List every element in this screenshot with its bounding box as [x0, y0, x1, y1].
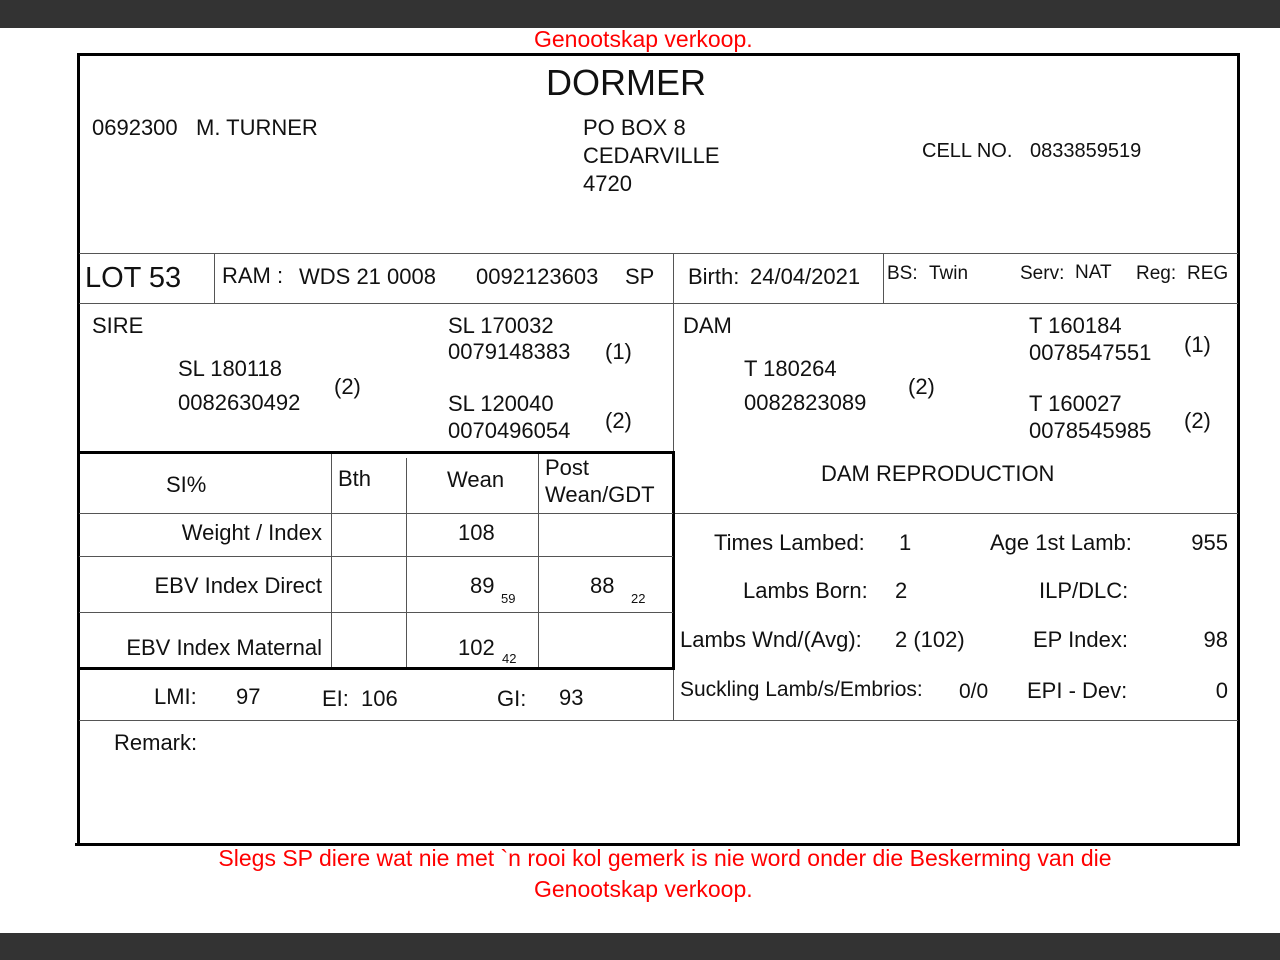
cell-label: CELL NO. [922, 140, 1013, 162]
serv-label: Serv: [1020, 263, 1065, 284]
divider-lot-bottom [79, 303, 1238, 304]
si-row-wean-accuracy: 42 [502, 651, 517, 666]
divider-lot-1 [214, 253, 215, 303]
ei-label: EI: [322, 686, 349, 711]
ram-class: SP [625, 264, 655, 289]
divider-remark-top [79, 720, 1238, 721]
ei-value: 106 [361, 686, 398, 711]
cell-number: 0833859519 [1030, 140, 1142, 162]
suckling-label: Suckling Lamb/s/Embrios: [680, 678, 923, 701]
si-row-line-1 [79, 513, 673, 514]
sire-id: SL 180118 [178, 356, 282, 381]
si-table-right [672, 451, 675, 670]
dam-grade: (2) [908, 374, 935, 399]
ep-index-label: EP Index: [1033, 627, 1128, 652]
sire-dam-grade: (2) [605, 408, 632, 433]
si-col-line-1 [331, 454, 332, 667]
sire-dam-registration: 0070496054 [448, 418, 571, 443]
si-col-post-line2: Wean/GDT [545, 482, 655, 507]
dam-sire-registration: 0078547551 [1029, 340, 1152, 365]
dam-dam-id: T 160027 [1029, 391, 1122, 416]
bottom-chrome-bar [0, 933, 1280, 960]
breeder-id: 0692300 [92, 115, 178, 140]
sire-sire-grade: (1) [605, 339, 632, 364]
si-col-line-3 [538, 454, 539, 667]
times-lambed-label: Times Lambed: [714, 530, 865, 555]
remark-label: Remark: [114, 730, 198, 755]
divider-lot-3 [883, 253, 884, 303]
reg-value: REG [1187, 263, 1229, 284]
ep-index-value: 98 [1203, 627, 1228, 652]
dam-repro-header-line [675, 513, 1238, 514]
dam-sire-grade: (1) [1184, 332, 1211, 357]
si-row-line-2 [79, 556, 673, 557]
lot-number: LOT 53 [85, 262, 182, 294]
top-notice: Genootskap verkoop. [534, 26, 753, 52]
birth-label: Birth: [688, 264, 740, 289]
reg-label: Reg: [1136, 263, 1177, 284]
lambs-weaned-label: Lambs Wnd/(Avg): [680, 627, 862, 652]
card-border-left [77, 53, 80, 846]
dam-dam-grade: (2) [1184, 408, 1211, 433]
epi-dev-value: 0 [1215, 678, 1228, 703]
ilp-dlc-label: ILP/DLC: [1039, 578, 1129, 603]
si-col-line-2 [406, 458, 407, 667]
si-row-post: 88 [590, 573, 615, 598]
ram-registration: 0092123603 [476, 264, 599, 289]
age-first-lamb-value: 955 [1191, 530, 1228, 555]
si-header: SI% [166, 472, 207, 497]
lambs-weaned-value: 2 (102) [895, 627, 965, 652]
card-border-top [77, 53, 1240, 56]
suckling-value: 0/0 [959, 680, 989, 703]
dam-registration: 0082823089 [744, 390, 867, 415]
sire-sire-id: SL 170032 [448, 313, 554, 338]
dam-label: DAM [683, 313, 732, 338]
breeder-postcode: 4720 [583, 171, 632, 196]
si-row-post-accuracy: 22 [631, 591, 646, 606]
top-chrome-bar [0, 0, 1280, 28]
si-row-line-3 [79, 612, 673, 613]
lambs-born-label: Lambs Born: [743, 578, 868, 603]
bs-label: BS: [887, 263, 918, 284]
sire-registration: 0082630492 [178, 390, 301, 415]
gi-value: 93 [559, 685, 584, 710]
sire-label: SIRE [92, 313, 144, 338]
si-table-top [79, 451, 675, 454]
bs-value: Twin [929, 263, 969, 284]
age-first-lamb-label: Age 1st Lamb: [990, 530, 1132, 555]
epi-dev-label: EPI - Dev: [1027, 678, 1128, 703]
breeder-address-line2: CEDARVILLE [583, 143, 720, 168]
serv-value: NAT [1075, 262, 1112, 283]
breeder-name: M. TURNER [196, 115, 318, 140]
si-row-wean: 108 [458, 520, 495, 545]
sire-sire-registration: 0079148383 [448, 339, 571, 364]
ram-id: WDS 21 0008 [299, 264, 436, 289]
si-row-label: EBV Index Direct [154, 573, 322, 598]
si-row-wean-accuracy: 59 [501, 591, 516, 606]
si-col-wean: Wean [447, 467, 505, 492]
dam-dam-registration: 0078545985 [1029, 418, 1152, 443]
si-row-label: EBV Index Maternal [126, 635, 322, 660]
card-border-right [1237, 53, 1240, 846]
sire-dam-id: SL 120040 [448, 391, 554, 416]
dam-sire-id: T 160184 [1029, 313, 1122, 338]
lmi-value: 97 [236, 684, 261, 709]
divider-lot-2 [673, 253, 674, 303]
birth-date: 24/04/2021 [750, 264, 861, 289]
si-col-bth: Bth [338, 466, 372, 491]
times-lambed-value: 1 [899, 530, 912, 555]
dam-id: T 180264 [744, 356, 837, 381]
breed-title: DORMER [546, 62, 706, 103]
ram-label: RAM : [222, 263, 284, 288]
breeder-address-line1: PO BOX 8 [583, 115, 686, 140]
bottom-notice-line2: Genootskap verkoop. [534, 876, 753, 902]
divider-lot-top [79, 253, 1238, 254]
lambs-born-value: 2 [895, 578, 908, 603]
bottom-notice-line1: Slegs SP diere wat nie met `n rooi kol gemerk is nie word onder die Beskerming van die [218, 845, 1112, 871]
lmi-label: LMI: [154, 684, 197, 709]
si-row-wean: 89 [470, 573, 495, 598]
sire-grade: (2) [334, 374, 361, 399]
si-row-label: Weight / Index [181, 520, 322, 545]
dam-repro-header: DAM REPRODUCTION [821, 461, 1055, 486]
si-row-wean: 102 [458, 635, 495, 660]
si-col-post-line1: Post [545, 455, 590, 480]
gi-label: GI: [497, 686, 527, 711]
si-table-bottom [79, 667, 675, 670]
